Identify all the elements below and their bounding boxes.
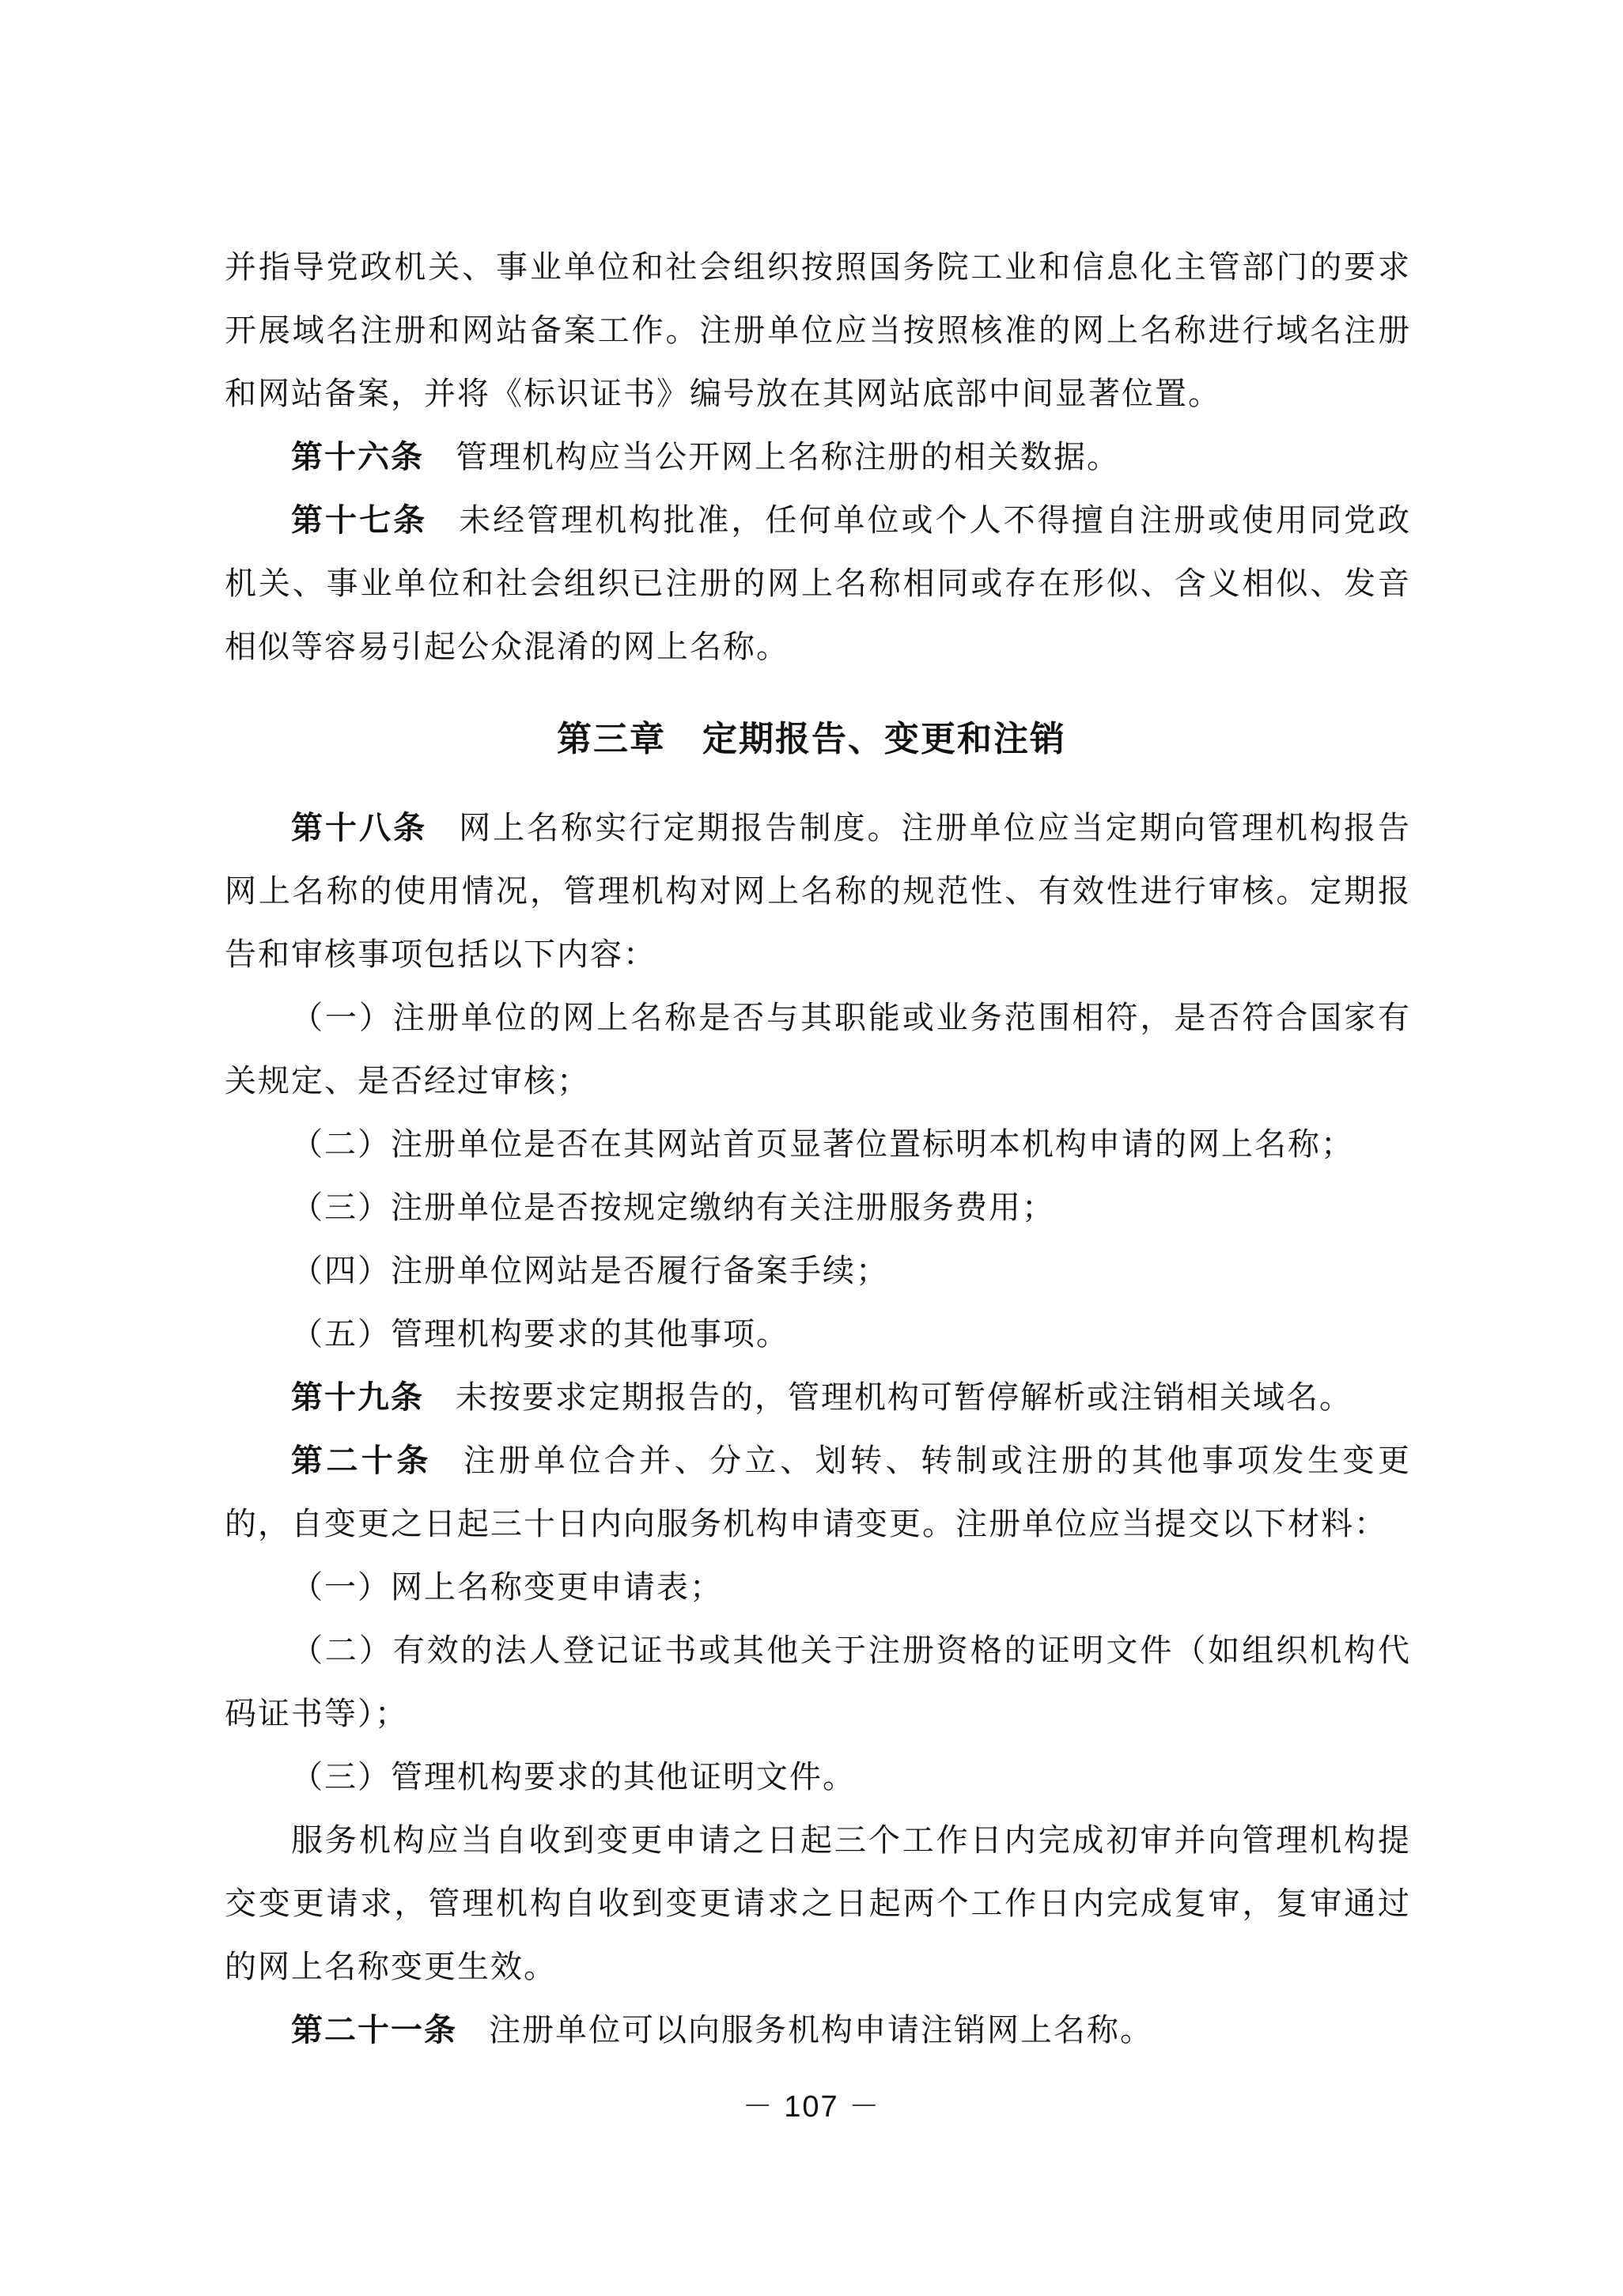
list-item: （一）网上名称变更申请表； bbox=[291, 1569, 723, 1606]
page-number: － 107 － bbox=[742, 2090, 881, 2124]
article-17 bbox=[225, 489, 1411, 679]
article-17-text: 未经管理机构批准，任何单位或个人不得擅自注册或使用同党政机关、事业单位和社会组织已注册的网上名称相同或存在形似、含义相似、发音相似等容易引起公众混淆的网上名称。 bbox=[225, 502, 1412, 665]
article-21-number: 第二十一条 bbox=[291, 2012, 457, 2048]
list-item: （三）注册单位是否按规定缴纳有关注册服务费用； bbox=[291, 1190, 1055, 1226]
article-18 bbox=[225, 796, 1411, 986]
article-20 bbox=[225, 1429, 1411, 1556]
article-20-number: 第二十条 bbox=[291, 1443, 432, 1479]
chapter-number: 第三章 bbox=[557, 719, 666, 759]
continuation-paragraph: 并指导党政机关、事业单位和社会组织按照国务院工业和信息化主管部门的要求开展域名注册和网站备案工作。注册单位应当按照核准的网上名称进行域名注册和网站备案，并将《标识证书》编号放在其网站底部中间显著位置。 bbox=[225, 249, 1411, 412]
article-19 bbox=[225, 1366, 1411, 1429]
article-18-text: 网上名称实行定期报告制度。注册单位应当定期向管理机构报告网上名称的使用情况，管理机构对网上名称的规范性、有效性进行审核。定期报告和审核事项包括以下内容： bbox=[225, 810, 1412, 973]
list-item: （二）有效的法人登记证书或其他关于注册资格的证明文件（如组织机构代码证书等）； bbox=[225, 1632, 1411, 1732]
chapter-heading bbox=[0, 710, 1623, 761]
article-16 bbox=[225, 426, 1411, 489]
chapter-title: 定期报告、变更和注销 bbox=[702, 719, 1066, 759]
article-21-text: 注册单位可以向服务机构申请注销网上名称。 bbox=[489, 2012, 1153, 2048]
article-17-number: 第十七条 bbox=[291, 502, 428, 539]
article-19-number: 第十九条 bbox=[291, 1379, 424, 1416]
article-16-text: 管理机构应当公开网上名称注册的相关数据。 bbox=[456, 439, 1120, 475]
list-item: （一）注册单位的网上名称是否与其职能或业务范围相符，是否符合国家有关规定、是否经过审核； bbox=[225, 1000, 1411, 1099]
section-block-1 bbox=[225, 236, 1411, 679]
article-20-tail: 服务机构应当自收到变更申请之日起三个工作日内完成初审并向管理机构提交变更请求，管理机构自收到变更请求之日起两个工作日内完成复审，复审通过的网上名称变更生效。 bbox=[225, 1822, 1411, 1985]
article-20-text: 注册单位合并、分立、划转、转制或注册的其他事项发生变更的，自变更之日起三十日内向服务机构申请变更。注册单位应当提交以下材料： bbox=[225, 1443, 1412, 1542]
list-item: （三）管理机构要求的其他证明文件。 bbox=[291, 1759, 856, 1795]
article-21 bbox=[225, 1999, 1411, 2062]
list-item: （四）注册单位网站是否履行备案手续； bbox=[291, 1253, 889, 1289]
list-item: （五）管理机构要求的其他事项。 bbox=[291, 1316, 789, 1352]
article-16-number: 第十六条 bbox=[291, 439, 424, 475]
article-19-text: 未按要求定期报告的，管理机构可暂停解析或注销相关域名。 bbox=[456, 1379, 1352, 1416]
section-block-2 bbox=[225, 796, 1411, 2062]
article-18-number: 第十八条 bbox=[291, 810, 428, 846]
list-item: （二）注册单位是否在其网站首页显著位置标明本机构申请的网上名称； bbox=[291, 1126, 1354, 1163]
